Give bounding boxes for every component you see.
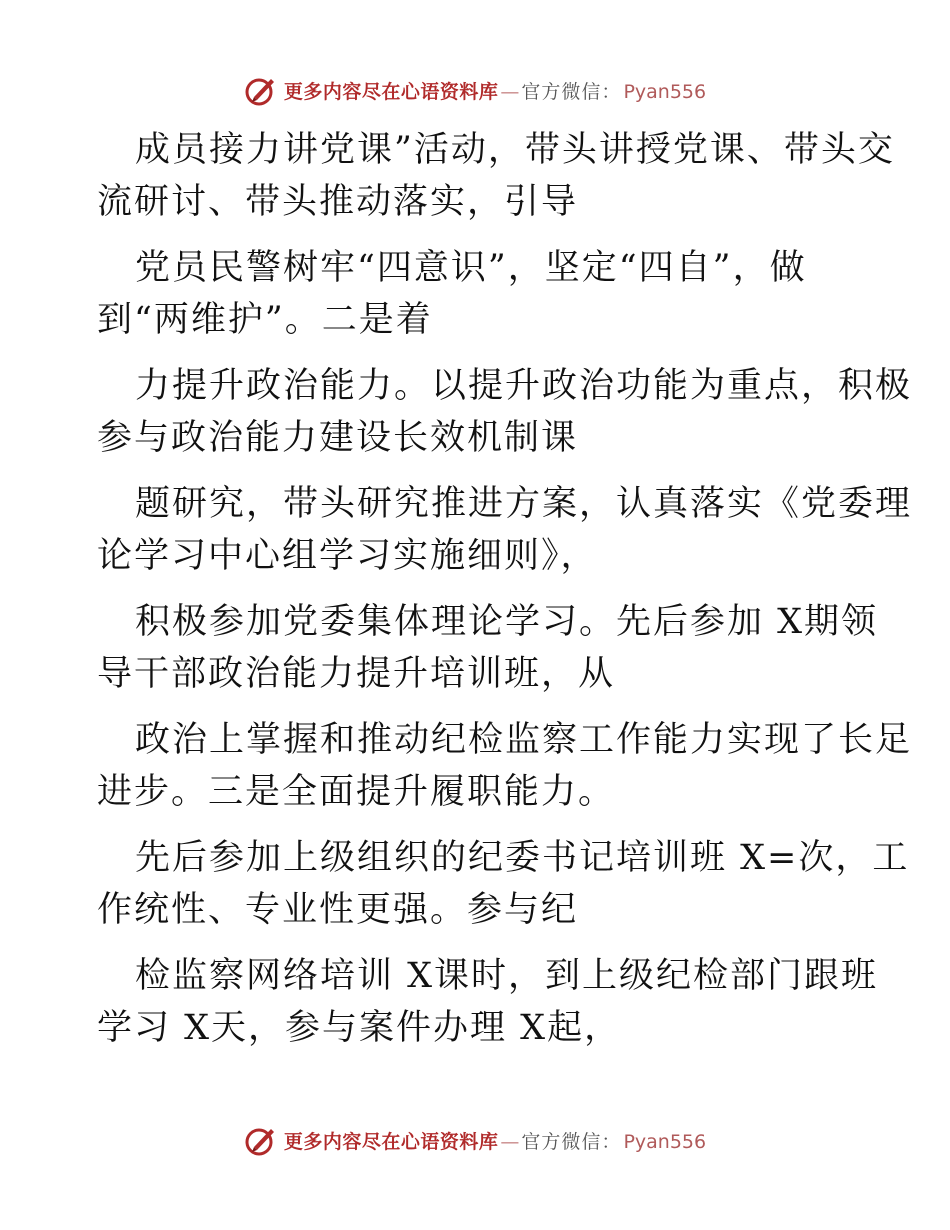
paragraph-line: 流研讨、带头推动落实，引导 bbox=[97, 182, 579, 222]
paragraph bbox=[97, 832, 910, 936]
header-brand-text: 更多内容尽在心语资料库 bbox=[283, 80, 499, 103]
footer-brand-text: 更多内容尽在心语资料库 bbox=[283, 1130, 499, 1153]
paragraph-line: 成员接力讲党课”活动，带头讲授党课、带头交 bbox=[135, 130, 895, 170]
footer-banner-inner bbox=[244, 1123, 706, 1157]
paragraph-line: 先后参加上级组织的纪委书记培训班 X=次，工 bbox=[135, 838, 910, 878]
footer-separator: — bbox=[500, 1130, 520, 1153]
header-banner-inner bbox=[244, 73, 706, 107]
paragraph-line: 学习 X天，参与案件办理 X起， bbox=[97, 1008, 622, 1048]
paragraph-line: 到“两维护”。二是着 bbox=[97, 300, 433, 340]
paragraph-line: 论学习中心组学习实施细则》， bbox=[97, 536, 598, 576]
paragraph bbox=[97, 950, 879, 1054]
paragraph bbox=[97, 360, 913, 464]
paragraph-line: 导干部政治能力提升培训班，从 bbox=[97, 654, 616, 694]
footer-banner bbox=[0, 1120, 950, 1160]
paragraph-line: 题研究，带头研究推进方案，认真落实《党委理 bbox=[135, 484, 913, 524]
document-body bbox=[97, 124, 913, 1054]
paragraph-line: 参与政治能力建设长效机制课 bbox=[97, 418, 579, 458]
footer-banner-text bbox=[284, 1127, 706, 1154]
paragraph-line: 政治上掌握和推动纪检监察工作能力实现了长足 bbox=[135, 720, 913, 760]
paragraph bbox=[97, 124, 895, 228]
paragraph-line: 积极参加党委集体理论学习。先后参加 X期领 bbox=[135, 602, 879, 642]
pen-circle-logo-icon bbox=[244, 1123, 278, 1157]
paragraph bbox=[97, 478, 913, 582]
paragraph-line: 检监察网络培训 X课时，到上级纪检部门跟班 bbox=[135, 956, 879, 996]
paragraph bbox=[97, 714, 913, 818]
header-separator: — bbox=[500, 80, 520, 103]
pen-circle-logo-icon bbox=[244, 73, 278, 107]
header-wechat-label: 官方微信： bbox=[521, 80, 622, 103]
paragraph bbox=[97, 242, 857, 346]
paragraph-line: 进步。三是全面提升履职能力。 bbox=[97, 772, 616, 812]
footer-wechat-id: Pyan556 bbox=[623, 1130, 707, 1153]
header-banner bbox=[0, 70, 950, 110]
paragraph bbox=[97, 596, 879, 700]
footer-wechat-label: 官方微信： bbox=[521, 1130, 622, 1153]
paragraph-line: 作统性、专业性更强。参与纪 bbox=[97, 890, 579, 930]
header-wechat-id: Pyan556 bbox=[623, 80, 707, 103]
header-banner-text bbox=[284, 77, 706, 104]
paragraph-line: 力提升政治能力。以提升政治功能为重点，积极 bbox=[135, 366, 913, 406]
paragraph-line: 党员民警树牢“四意识”，坚定“四自”，做 bbox=[135, 248, 807, 288]
